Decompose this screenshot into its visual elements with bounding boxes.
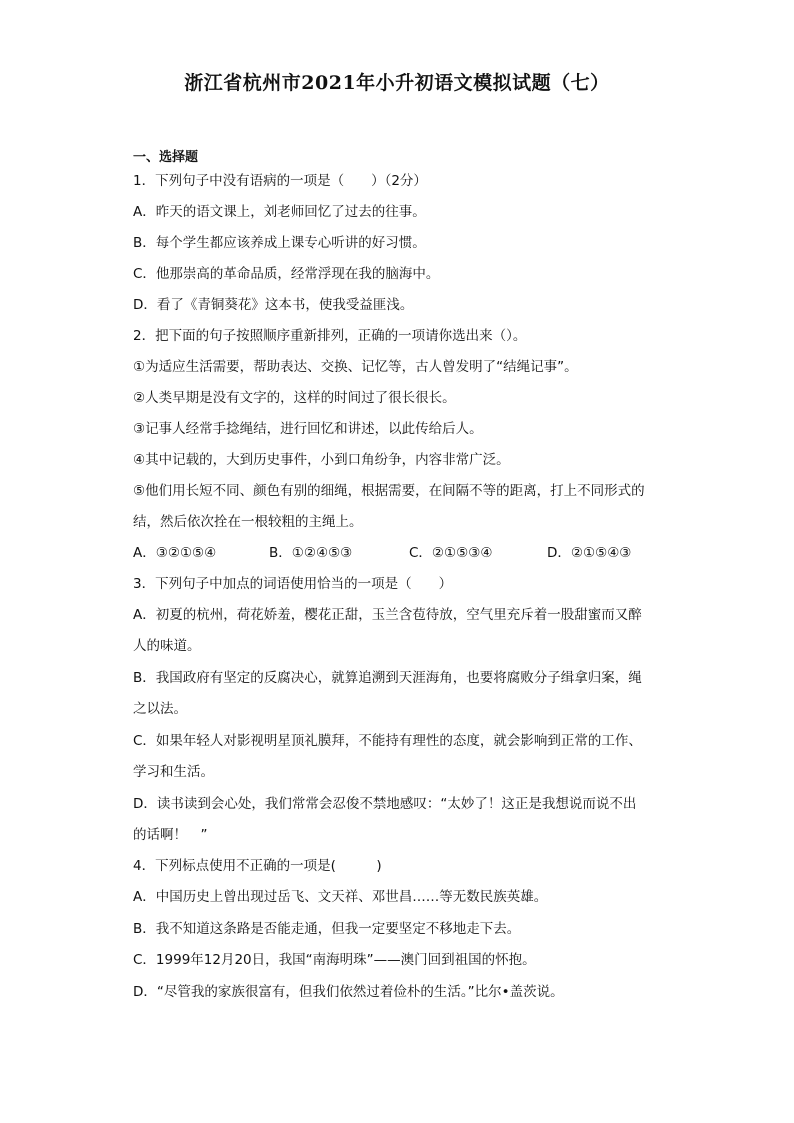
question-3-option-a-cont: 人的味道。: [133, 638, 201, 654]
question-4-option-a: A．中国历史上曾出现过岳飞、文天祥、邓世昌……等无数民族英雄。: [133, 889, 548, 905]
question-1-option-c: C．他那崇高的革命品质，经常浮现在我的脑海中。: [133, 266, 440, 282]
question-3-option-b-cont: 之以法。: [133, 701, 187, 717]
question-3-stem: 3．下列句子中加点的词语使用恰当的一项是（ ）: [133, 576, 453, 592]
question-2-option-d: D．②①⑤④③: [547, 545, 632, 561]
question-2-option-c: C．②①⑤③④: [409, 545, 493, 561]
page-title: 浙江省杭州市2021年小升初语文模拟试题（七）: [184, 72, 610, 94]
question-2-options: [133, 544, 663, 562]
question-3-option-d: D．读书读到会心处，我们常常会忍俊不禁地感叹：“太妙了！这正是我想说而说不出: [133, 796, 637, 812]
question-2-sentence-3: ③记事人经常手捻绳结，进行回忆和讲述，以此传给后人。: [133, 421, 483, 437]
question-1-option-d: D．看了《青铜葵花》这本书，使我受益匪浅。: [133, 297, 414, 313]
question-4-option-c: C．1999年12月20日，我国“南海明珠”——澳门回到祖国的怀抱。: [133, 952, 536, 968]
question-2-sentence-5-cont: 结，然后依次拴在一根较粗的主绳上。: [133, 514, 363, 530]
question-3-option-c: C．如果年轻人对影视明星顶礼膜拜，不能持有理性的态度，就会影响到正常的工作、: [133, 733, 642, 749]
question-3-option-c-cont: 学习和生活。: [133, 764, 214, 780]
question-2-sentence-4: ④其中记载的，大到历史事件，小到口角纷争，内容非常广泛。: [133, 452, 510, 468]
question-2-option-a: A．③②①⑤④: [133, 545, 217, 561]
question-2-sentence-2: ②人类早期是没有文字的，这样的时间过了很长很长。: [133, 390, 456, 406]
question-4-option-b: B．我不知道这条路是否能走通，但我一定要坚定不移地走下去。: [133, 921, 521, 937]
question-2-stem: 2．把下面的句子按照顺序重新排列，正确的一项请你选出来（）。: [133, 328, 527, 344]
section-heading: 一、选择题: [133, 150, 199, 165]
question-3-option-b: B．我国政府有坚定的反腐决心，就算追溯到天涯海角，也要将腐败分子缉拿归案，绳: [133, 670, 642, 686]
question-4-stem: 4．下列标点使用不正确的一项是( ): [133, 858, 382, 874]
question-2-sentence-1: ①为适应生活需要，帮助表达、交换、记忆等，古人曾发明了“结绳记事”。: [133, 359, 578, 375]
question-1-stem: 1．下列句子中没有语病的一项是（ ）（2分）: [133, 173, 427, 189]
question-1-option-a: A．昨天的语文课上，刘老师回忆了过去的往事。: [133, 204, 426, 220]
question-1-option-b: B．每个学生都应该养成上课专心听讲的好习惯。: [133, 235, 426, 251]
question-2-option-b: B．①②④⑤③: [269, 545, 353, 561]
question-2-sentence-5: ⑤他们用长短不同、颜色有别的细绳，根据需要，在间隔不等的距离，打上不同形式的: [133, 483, 645, 499]
question-3-option-d-cont: 的话啊！ ”: [133, 827, 208, 843]
question-3-option-a: A．初夏的杭州，荷花娇羞，樱花正甜，玉兰含苞待放，空气里充斥着一股甜蜜而又醉: [133, 607, 642, 623]
question-4-option-d: D．“尽管我的家族很富有，但我们依然过着俭朴的生活。”比尔•盖茨说。: [133, 984, 564, 1000]
